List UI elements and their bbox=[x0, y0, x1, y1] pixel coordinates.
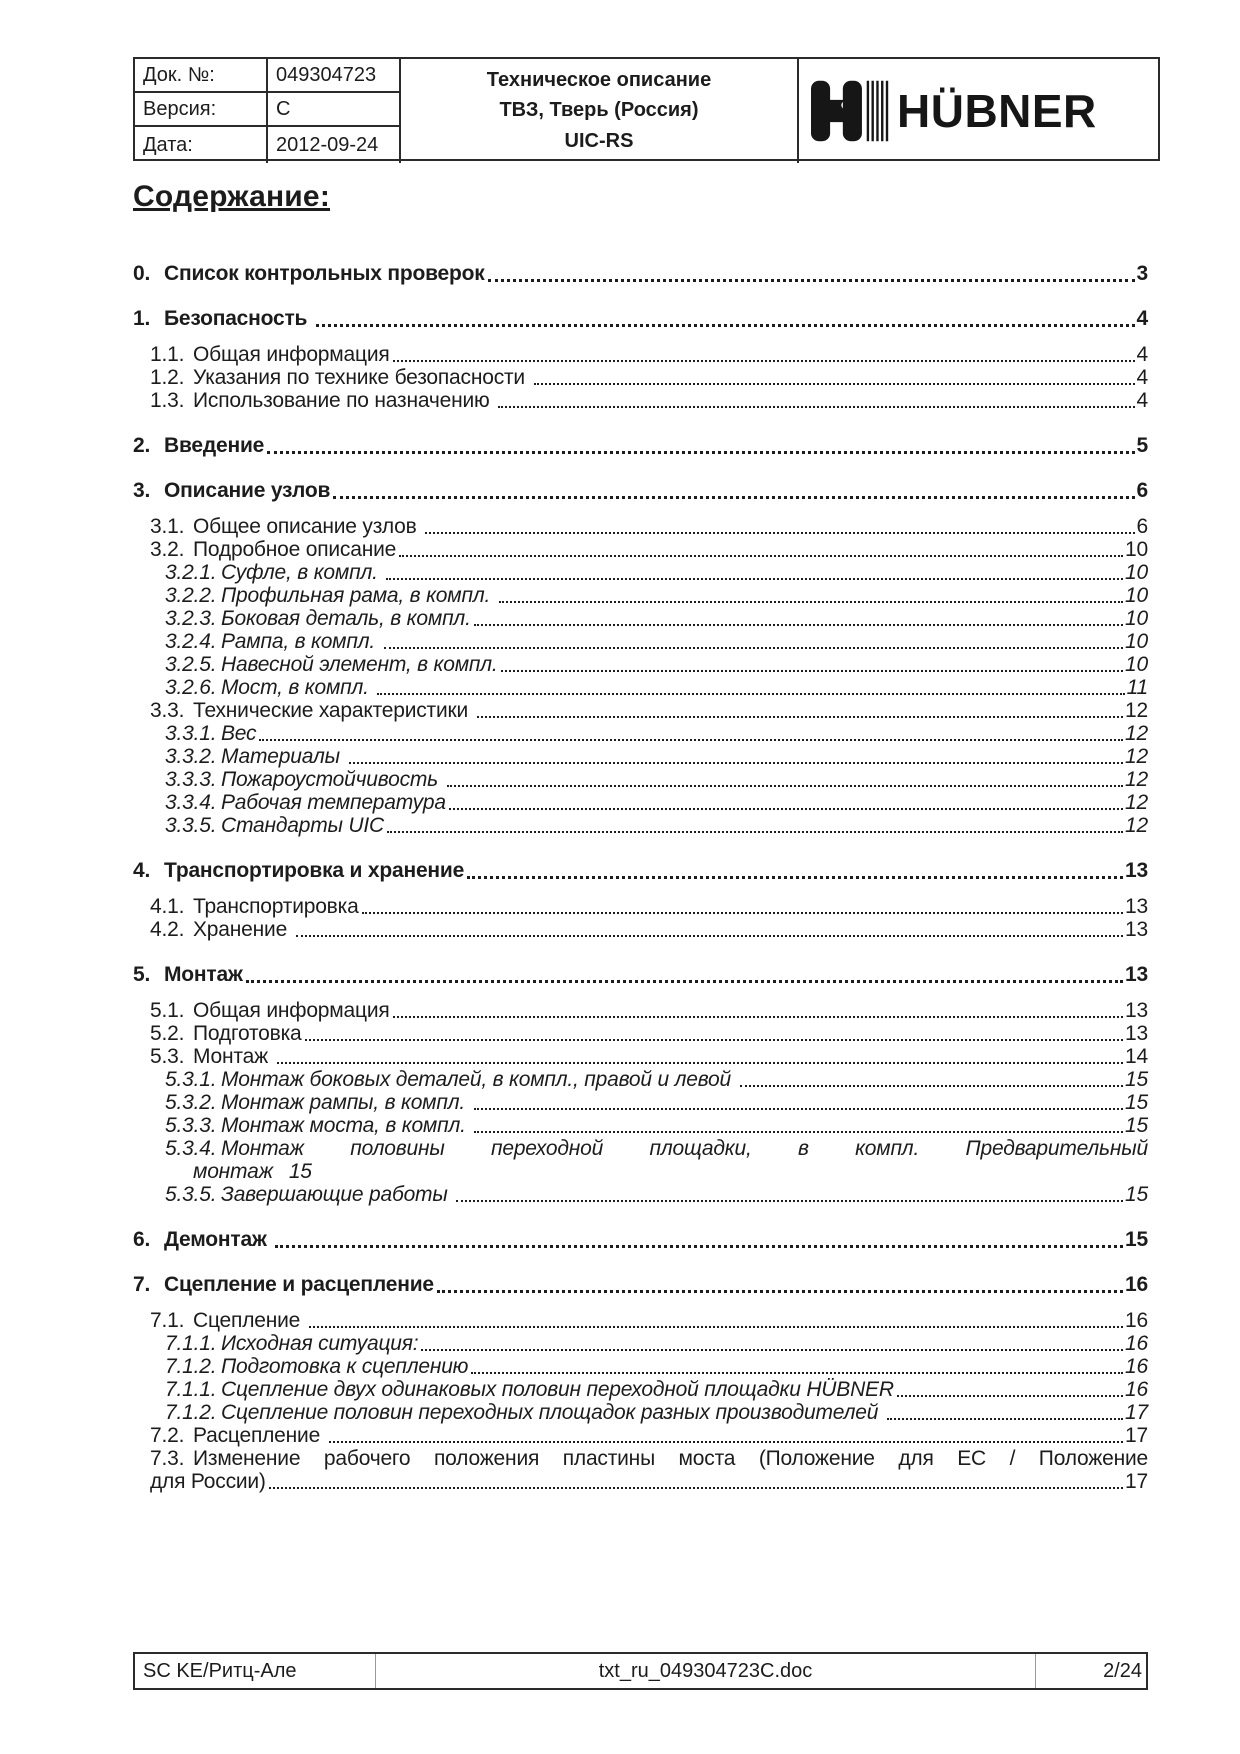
toc-entry-label: Хранение bbox=[193, 918, 293, 941]
footer-author: SC KE/Ритц-Але bbox=[135, 1654, 376, 1688]
toc-entry-page: 13 bbox=[1125, 895, 1148, 918]
leader-dots bbox=[362, 912, 1123, 914]
toc-entry-number: 1.1. bbox=[150, 343, 185, 366]
leader-dots bbox=[305, 1039, 1124, 1041]
toc-entry-number: 5.1. bbox=[150, 999, 185, 1022]
toc-entry-number: 5.3.2. bbox=[165, 1091, 217, 1114]
toc-entry-number: 1.2. bbox=[150, 366, 185, 389]
toc-entry-page: 17 bbox=[1125, 1424, 1148, 1447]
toc-entry-label: Список контрольных проверок bbox=[164, 262, 485, 285]
toc-entry bbox=[133, 1355, 1148, 1378]
toc-entry-label: Профильная рама, в компл. bbox=[221, 584, 496, 607]
document-title-line3: UIC-RS bbox=[564, 130, 634, 153]
toc-entry bbox=[133, 814, 1148, 837]
toc-entry-page: 16 bbox=[1125, 1273, 1148, 1296]
toc-entry-label: Транспортировка bbox=[193, 895, 359, 918]
toc-entry bbox=[133, 389, 1148, 412]
leader-dots bbox=[474, 624, 1123, 626]
toc-entry-label: Сцепление bbox=[193, 1309, 306, 1332]
document-title-line2: ТВЗ, Тверь (Россия) bbox=[499, 99, 699, 122]
toc-entry-number: 1. bbox=[133, 307, 151, 330]
toc-entry-page: 17 bbox=[1125, 1401, 1148, 1424]
toc-entry bbox=[133, 859, 1148, 882]
toc-entry-number: 3.3.3. bbox=[165, 768, 217, 791]
leader-dots bbox=[259, 739, 1123, 741]
toc-entry bbox=[133, 1114, 1148, 1137]
toc-entry-page: 13 bbox=[1125, 1022, 1148, 1045]
toc-entry bbox=[133, 1309, 1148, 1332]
toc-entry-label: Изменение рабочего положения пластины моста (Положение для ЕС / Положение bbox=[193, 1447, 1148, 1470]
toc-entry bbox=[133, 676, 1148, 699]
toc-entry-page: 13 bbox=[1125, 999, 1148, 1022]
toc-entry bbox=[133, 1378, 1148, 1401]
toc-entry-number: 2. bbox=[133, 434, 151, 457]
toc-entry-number: 7. bbox=[133, 1273, 151, 1296]
toc-entry-page: 10 bbox=[1125, 584, 1148, 607]
toc-entry-wrap-line bbox=[133, 1470, 1148, 1493]
leader-dots bbox=[477, 716, 1123, 718]
leader-dots bbox=[246, 980, 1123, 983]
toc-entry-label: Вес bbox=[221, 722, 257, 745]
toc-entry bbox=[133, 1045, 1148, 1068]
document-title-block bbox=[401, 59, 799, 163]
toc-entry bbox=[133, 307, 1148, 330]
toc-entry-number: 3.1. bbox=[150, 515, 185, 538]
toc-entry-page: 6 bbox=[1136, 479, 1148, 502]
toc-entry-label: Боковая деталь, в компл. bbox=[221, 607, 471, 630]
toc-entry-number: 3.2. bbox=[150, 538, 185, 561]
toc-entry-number: 3. bbox=[133, 479, 151, 502]
toc-entry-page: 10 bbox=[1125, 538, 1148, 561]
toc-entry-label: Введение bbox=[164, 434, 265, 457]
toc-entry bbox=[133, 630, 1148, 653]
leader-dots bbox=[377, 693, 1124, 695]
toc-entry bbox=[133, 653, 1148, 676]
toc-entry-page: 15 bbox=[1125, 1228, 1148, 1251]
toc-entry bbox=[133, 791, 1148, 814]
toc-entry-page: 13 bbox=[1125, 859, 1148, 882]
leader-dots bbox=[386, 578, 1123, 580]
leader-dots bbox=[269, 1487, 1123, 1489]
toc-entry-number: 3.2.3. bbox=[165, 607, 217, 630]
toc-entry-label: Рабочая температура bbox=[221, 791, 446, 814]
toc-entry bbox=[133, 561, 1148, 584]
leader-dots bbox=[296, 935, 1123, 937]
toc-entry bbox=[133, 745, 1148, 768]
toc-entry-label: Монтаж боковых деталей, в компл., правой и левой bbox=[221, 1068, 737, 1091]
toc-entry-page: 15 bbox=[1125, 1183, 1148, 1206]
doc-number-value: 049304723 bbox=[268, 59, 401, 93]
toc-entry bbox=[133, 895, 1148, 918]
toc-entry bbox=[133, 343, 1148, 366]
leader-dots bbox=[437, 1290, 1123, 1293]
toc-entry-page: 11 bbox=[1126, 676, 1148, 699]
toc-entry-label-continued: для России) bbox=[150, 1470, 266, 1493]
toc-entry-number: 3.3. bbox=[150, 699, 185, 722]
toc-entry bbox=[133, 584, 1148, 607]
leader-dots bbox=[740, 1085, 1123, 1087]
toc-entry-page: 14 bbox=[1125, 1045, 1148, 1068]
toc-entry bbox=[133, 1137, 1148, 1160]
toc-entry-label: Демонтаж bbox=[164, 1228, 273, 1251]
leader-dots bbox=[393, 1016, 1123, 1018]
toc-entry-label: Описание узлов bbox=[164, 479, 331, 502]
toc-entry-label: Подробное описание bbox=[193, 538, 397, 561]
toc-entry-page: 10 bbox=[1125, 607, 1148, 630]
toc-entry-label: Сцепление двух одинаковых половин переходной площадки HÜBNER bbox=[221, 1378, 894, 1401]
toc-entry-page: 10 bbox=[1125, 653, 1148, 676]
toc-entry bbox=[133, 1068, 1148, 1091]
toc-entry-label: Материалы bbox=[221, 745, 346, 768]
leader-dots bbox=[275, 1245, 1123, 1248]
leader-dots bbox=[425, 532, 1134, 534]
toc-entry bbox=[133, 538, 1148, 561]
toc-entry-label: Монтаж моста, в компл. bbox=[221, 1114, 472, 1137]
toc-entry-page: 4 bbox=[1136, 366, 1148, 389]
toc-entry-number: 3.3.4. bbox=[165, 791, 217, 814]
toc-entry bbox=[133, 479, 1148, 502]
toc-entry-page: 15 bbox=[1125, 1091, 1148, 1114]
toc-entry-label: Использование по назначению bbox=[193, 389, 496, 412]
leader-dots bbox=[449, 808, 1123, 810]
toc-entry-number: 4. bbox=[133, 859, 151, 882]
toc-entry-number: 7.1. bbox=[150, 1309, 185, 1332]
toc-entry-label: Сцепление и расцепление bbox=[164, 1273, 434, 1296]
toc-entry-page: 15 bbox=[1125, 1114, 1148, 1137]
leader-dots bbox=[897, 1395, 1123, 1397]
toc-entry-label: Навесной элемент, в компл. bbox=[221, 653, 498, 676]
toc-entry bbox=[133, 1022, 1148, 1045]
toc-entry-page: 3 bbox=[1136, 262, 1148, 285]
leader-dots bbox=[277, 1062, 1123, 1064]
toc-entry-number: 3.2.2. bbox=[165, 584, 217, 607]
toc-entry-page: 10 bbox=[1125, 630, 1148, 653]
toc-entry-label: Общая информация bbox=[193, 343, 390, 366]
doc-date-label: Дата: bbox=[135, 127, 268, 163]
toc-entry-wrap-line bbox=[133, 1160, 1148, 1183]
toc-entry bbox=[133, 1183, 1148, 1206]
toc-entry-label: Подготовка к сцеплению bbox=[221, 1355, 469, 1378]
toc-entry-number: 7.1.1. bbox=[165, 1332, 217, 1355]
leader-dots bbox=[393, 360, 1135, 362]
toc-entry-label: Подготовка bbox=[193, 1022, 302, 1045]
toc-entry-page: 6 bbox=[1136, 515, 1148, 538]
doc-date-value: 2012-09-24 bbox=[268, 127, 401, 163]
toc-entry-page: 16 bbox=[1125, 1332, 1148, 1355]
document-title-line1: Техническое описание bbox=[486, 68, 712, 91]
toc-entry bbox=[133, 1332, 1148, 1355]
toc-entry bbox=[133, 1401, 1148, 1424]
toc-entry bbox=[133, 515, 1148, 538]
leader-dots bbox=[474, 1108, 1123, 1110]
toc-entry-label: Суфле, в компл. bbox=[221, 561, 384, 584]
toc-entry-number: 5.3.5. bbox=[165, 1183, 217, 1206]
toc-entry-page: 16 bbox=[1125, 1378, 1148, 1401]
toc-entry-page: 12 bbox=[1125, 768, 1148, 791]
toc-entry-number: 4.2. bbox=[150, 918, 185, 941]
toc-entry-number: 3.3.1. bbox=[165, 722, 217, 745]
toc-entry-page: 4 bbox=[1136, 389, 1148, 412]
toc-entry-label: Пожароустойчивость bbox=[221, 768, 444, 791]
toc-entry-number: 3.2.6. bbox=[165, 676, 217, 699]
leader-dots bbox=[501, 670, 1123, 672]
toc-entry-number: 5.3.1. bbox=[165, 1068, 217, 1091]
toc-entry-label: Сцепление половин переходных площадок разных производителей bbox=[221, 1401, 884, 1424]
toc-entry bbox=[133, 699, 1148, 722]
toc-entry-page: 17 bbox=[1125, 1470, 1148, 1493]
toc-entry-label: Технические характеристики bbox=[193, 699, 474, 722]
toc-entry bbox=[133, 1273, 1148, 1296]
toc-entry-label: Транспортировка и хранение bbox=[164, 859, 465, 882]
toc-entry-label: Расцепление bbox=[193, 1424, 326, 1447]
toc-entry-number: 7.1.2. bbox=[165, 1355, 217, 1378]
leader-dots bbox=[316, 324, 1135, 327]
footer-filename: txt_ru_049304723C.doc bbox=[376, 1654, 1036, 1688]
toc-entry-label: Рампа, в компл. bbox=[221, 630, 381, 653]
toc-entry bbox=[133, 999, 1148, 1022]
toc-entry-label: Монтаж рампы, в компл. bbox=[221, 1091, 471, 1114]
toc-entry bbox=[133, 262, 1148, 285]
leader-dots bbox=[471, 1372, 1123, 1374]
toc-entry-number: 5. bbox=[133, 963, 151, 986]
toc-entry bbox=[133, 366, 1148, 389]
leader-dots bbox=[488, 279, 1135, 282]
leader-dots bbox=[467, 876, 1123, 879]
toc-entry-number: 5.3. bbox=[150, 1045, 185, 1068]
toc-entries bbox=[133, 240, 1148, 1493]
leader-dots bbox=[329, 1441, 1123, 1443]
toc-entry bbox=[133, 607, 1148, 630]
doc-version-label: Версия: bbox=[135, 93, 268, 127]
toc-entry-number: 7.1.2. bbox=[165, 1401, 217, 1424]
toc-entry-label: Безопасность bbox=[164, 307, 313, 330]
toc-entry-label: Монтаж bbox=[164, 963, 243, 986]
toc-entry-page: 16 bbox=[1125, 1309, 1148, 1332]
leader-dots bbox=[267, 451, 1134, 454]
leader-dots bbox=[333, 496, 1134, 499]
toc-entry-page: 15 bbox=[288, 1160, 312, 1183]
leader-dots bbox=[887, 1418, 1123, 1420]
logo-wordmark: HÜBNER bbox=[897, 85, 1097, 137]
toc-entry-page: 12 bbox=[1125, 722, 1148, 745]
leader-dots bbox=[399, 555, 1123, 557]
toc-entry-label: Общая информация bbox=[193, 999, 390, 1022]
document-footer bbox=[133, 1652, 1148, 1690]
leader-dots bbox=[456, 1200, 1123, 1202]
toc-entry-page: 12 bbox=[1125, 814, 1148, 837]
footer-page-count: 2/24 bbox=[1103, 1659, 1142, 1682]
leader-dots bbox=[498, 406, 1134, 408]
toc-entry-number: 5.2. bbox=[150, 1022, 185, 1045]
toc-entry bbox=[133, 434, 1148, 457]
leader-dots bbox=[349, 762, 1124, 764]
toc-entry-label: Указания по технике безопасности bbox=[193, 366, 531, 389]
toc-entry bbox=[133, 1091, 1148, 1114]
toc-entry-number: 7.2. bbox=[150, 1424, 185, 1447]
toc-entry-number: 6. bbox=[133, 1228, 151, 1251]
toc-entry-number: 3.3.5. bbox=[165, 814, 217, 837]
toc-entry-page: 12 bbox=[1125, 745, 1148, 768]
toc-entry-number: 1.3. bbox=[150, 389, 185, 412]
toc-entry-page: 12 bbox=[1125, 791, 1148, 814]
toc-entry-page: 12 bbox=[1125, 699, 1148, 722]
leader-dots bbox=[534, 383, 1135, 385]
toc-entry-label: Монтаж bbox=[193, 1045, 274, 1068]
leader-dots bbox=[309, 1326, 1123, 1328]
leader-dots bbox=[447, 785, 1123, 787]
toc-entry-page: 4 bbox=[1136, 307, 1148, 330]
toc-entry-label: Общее описание узлов bbox=[193, 515, 423, 538]
toc-entry-page: 13 bbox=[1125, 918, 1148, 941]
toc-entry bbox=[133, 1447, 1148, 1470]
toc-entry bbox=[133, 963, 1148, 986]
toc-entry-page: 16 bbox=[1125, 1355, 1148, 1378]
toc-entry-page: 10 bbox=[1125, 561, 1148, 584]
document-header bbox=[133, 57, 1160, 161]
toc-entry-number: 7.3. bbox=[150, 1447, 185, 1470]
toc-entry bbox=[133, 1424, 1148, 1447]
toc-entry-number: 0. bbox=[133, 262, 151, 285]
doc-version-value: C bbox=[268, 93, 401, 127]
toc-entry bbox=[133, 722, 1148, 745]
toc-entry-number: 4.1. bbox=[150, 895, 185, 918]
leader-dots bbox=[474, 1131, 1123, 1133]
toc-entry-label: Монтаж половины переходной площадки, в компл. Предварительный bbox=[221, 1137, 1148, 1160]
toc-entry-page: 4 bbox=[1136, 343, 1148, 366]
toc-entry-number: 7.1.1. bbox=[165, 1378, 217, 1401]
leader-dots bbox=[384, 647, 1123, 649]
toc-entry bbox=[133, 1228, 1148, 1251]
toc-entry-label: Исходная ситуация: bbox=[221, 1332, 419, 1355]
toc-entry-number: 5.3.3. bbox=[165, 1114, 217, 1137]
leader-dots bbox=[499, 601, 1123, 603]
toc-entry-label: Стандарты UIC bbox=[221, 814, 384, 837]
toc-entry-number: 5.3.4. bbox=[165, 1137, 217, 1160]
toc-entry-page: 5 bbox=[1136, 434, 1148, 457]
toc-entry-page: 15 bbox=[1125, 1068, 1148, 1091]
toc-heading: Содержание: bbox=[133, 180, 331, 213]
toc-entry-label: Мост, в компл. bbox=[221, 676, 375, 699]
toc-entry bbox=[133, 918, 1148, 941]
toc-entry-page: 13 bbox=[1125, 963, 1148, 986]
toc-entry-label-continued: монтаж bbox=[193, 1160, 273, 1183]
doc-number-label: Док. №: bbox=[135, 59, 268, 93]
company-logo bbox=[799, 59, 1162, 163]
leader-dots bbox=[387, 831, 1123, 833]
toc-entry-number: 3.3.2. bbox=[165, 745, 217, 768]
toc-entry-label: Завершающие работы bbox=[221, 1183, 454, 1206]
toc-entry bbox=[133, 768, 1148, 791]
leader-dots bbox=[421, 1349, 1123, 1351]
hubner-h-bellows-icon bbox=[811, 79, 889, 143]
toc-entry-number: 3.2.1. bbox=[165, 561, 217, 584]
toc-entry-number: 3.2.5. bbox=[165, 653, 217, 676]
toc-entry-number: 3.2.4. bbox=[165, 630, 217, 653]
